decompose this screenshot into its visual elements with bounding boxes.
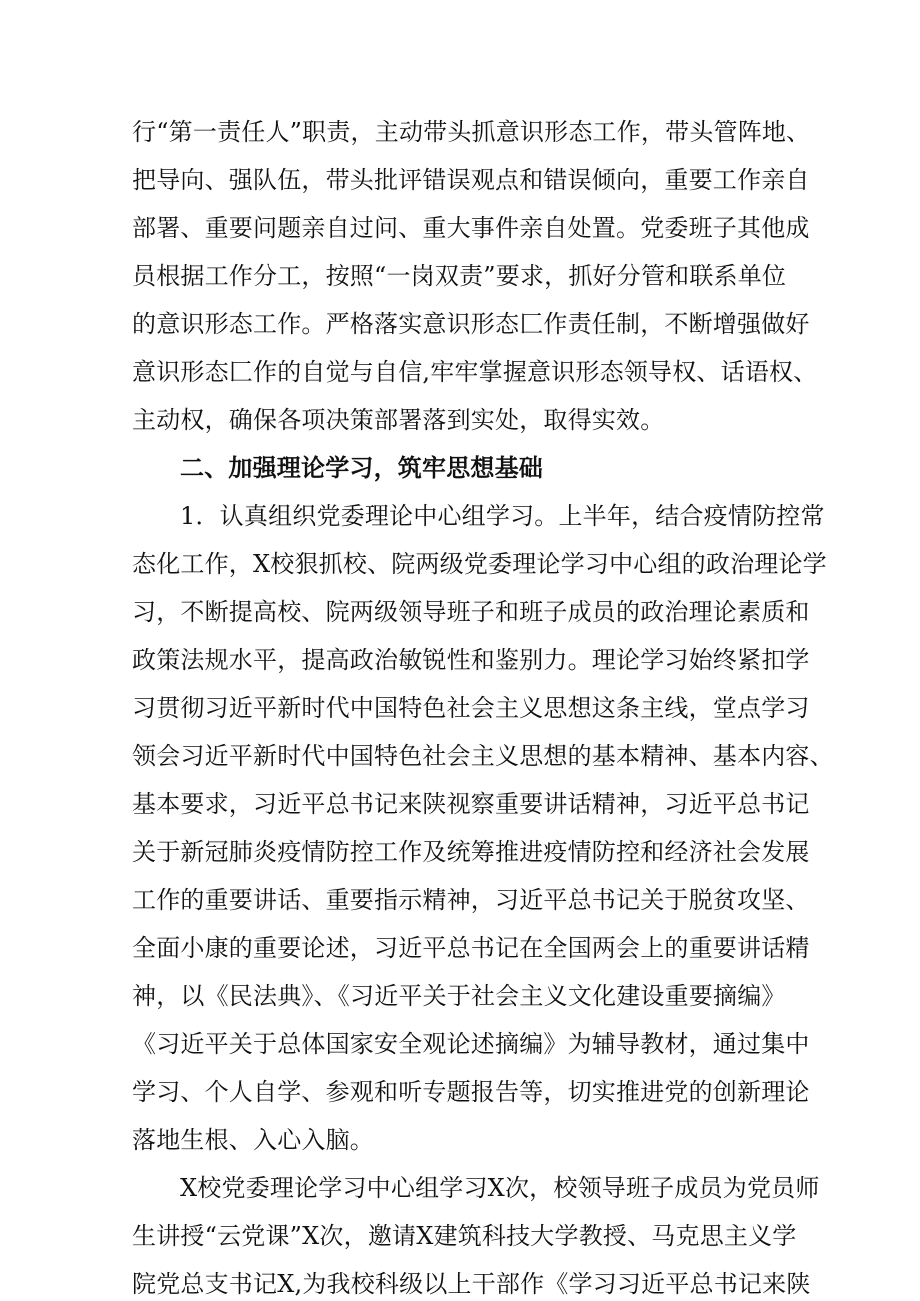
text-line: 工作的重要讲话、重要指示精神，习近平总书记关于脱贫攻坚、 xyxy=(132,886,810,914)
section-heading: 二、加强理论学习，筑牢思想基础 xyxy=(180,453,543,482)
text-line: 习贯彻习近平新时代中国特色社会主义思想这条主线，堂点学习 xyxy=(132,694,810,722)
text-line: 习，不断提高校、院两级领导班子和班子成员的政治理论素质和 xyxy=(132,598,810,626)
text-line: 全面小康的重要论述，习近平总书记在全国两会上的重要讲话精 xyxy=(132,934,810,962)
text-line: 部署、重要问题亲自过问、重大事件亲自处置。党委班子其他成 xyxy=(132,214,810,242)
text-line: 领会习近平新时代中国特色社会主义思想的基本精神、基本内容、 xyxy=(132,742,834,770)
text-line: 1．认真组织党委理论中心组学习。上半年，结合疫情防控常 xyxy=(180,502,825,530)
text-line: 落地生根、入心入脑。 xyxy=(132,1126,374,1154)
text-line: 政策法规水平，提高政治敏锐性和鉴别力。理论学习始终紧扣学 xyxy=(132,646,810,674)
text-line: 把导向、强队伍，带头批评错误观点和错误倾向，重要工作亲自 xyxy=(132,166,810,194)
text-line: 学习、个人自学、参观和听专题报告等，切实推进党的创新理论 xyxy=(132,1078,810,1106)
text-line: 生讲授“云党课”X次，邀请X建筑科技大学教授、马克思主义学 xyxy=(132,1222,797,1250)
text-line: X校党委理论学习中心组学习X次，校领导班子成员为党员师 xyxy=(180,1174,820,1202)
text-line: 的意识形态工作。严格落实意识形态匚作责任制，不断增强做好 xyxy=(132,310,810,338)
text-line: 神，以《民法典》、《习近平关于社会主义文化建设重要摘编》 xyxy=(132,982,786,1010)
text-line: 主动权，确保各项决策部署落到实处，取得实效。 xyxy=(132,406,665,434)
text-line: 意识形态匚作的自觉与自信,牢牢掌握意识形态领导权、话语权、 xyxy=(132,358,818,386)
text-line: 员根据工作分工，按照“一岗双责”要求，抓好分管和联系单位 xyxy=(132,262,787,290)
text-line: 关于新冠肺炎疫情防控工作及统筹推进疫情防控和经济社会发展 xyxy=(132,838,810,866)
text-line: 《习近平关于总体国家安全观论述摘编》为辅导教材，通过集中 xyxy=(132,1030,810,1058)
text-line: 院党总支书记X,为我校科级以上干部作《学习习近平总书记来陕 xyxy=(132,1270,811,1298)
text-line: 态化工作，X校狠抓校、院两级党委理论学习中心组的政治理论学 xyxy=(132,550,827,578)
text-line: 行“第一责任人”职责，主动带头抓意识形态工作，带头管阵地、 xyxy=(132,118,811,146)
text-line: 基本要求，习近平总书记来陕视察重要讲话精神，习近平总书记 xyxy=(132,790,810,818)
